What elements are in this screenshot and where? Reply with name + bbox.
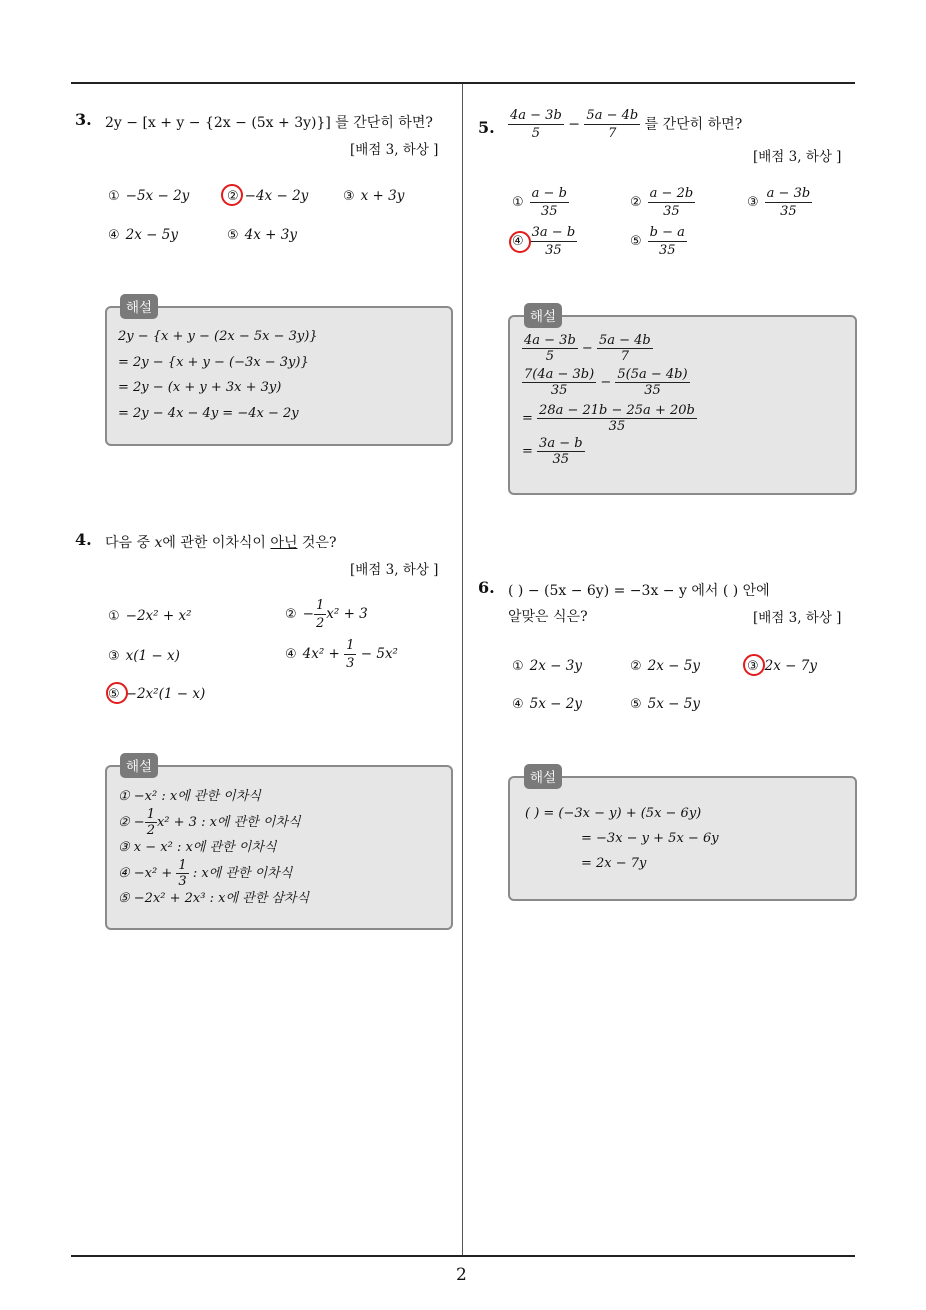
solution-tag: 해설 xyxy=(524,764,562,789)
numerator: 1 xyxy=(346,638,355,653)
text-part: 다음 중 xyxy=(105,535,155,551)
fraction xyxy=(145,808,157,837)
solution-line-4 xyxy=(522,437,585,466)
solution-line-2 xyxy=(118,808,301,837)
score-label: [배점 3, 하상 ] xyxy=(350,142,439,158)
fraction xyxy=(176,859,188,888)
option-number: ③ xyxy=(108,649,120,664)
question-text xyxy=(508,108,742,141)
solution-line-3: = 2x − 7y xyxy=(581,856,647,871)
denominator: 35 xyxy=(608,419,626,434)
question-text: 2y − [x + y − {2x − (5x + 3y)}] 를 간단히 하면? xyxy=(105,115,433,131)
denominator: 35 xyxy=(545,243,562,258)
underlined-word: 아닌 xyxy=(270,535,298,551)
numerator: b − a xyxy=(649,225,685,240)
option-text: 5x − 5y xyxy=(647,696,700,712)
option-1[interactable] xyxy=(512,186,569,219)
score-label: [배점 3, 하상 ] xyxy=(753,610,842,626)
option-number: ④ xyxy=(512,234,524,249)
fraction xyxy=(537,437,585,466)
solution-line-1 xyxy=(522,334,653,363)
minus-sign: − xyxy=(568,116,580,133)
solution-box xyxy=(105,306,453,446)
question-number: 3. xyxy=(75,110,92,129)
text-part: : x에 관한 이차식 xyxy=(192,866,293,881)
fraction xyxy=(537,404,697,433)
option-1[interactable] xyxy=(108,188,189,204)
fraction xyxy=(765,186,813,219)
option-text: 4x + 3y xyxy=(244,227,297,243)
top-rule xyxy=(71,82,855,84)
option-number: ① xyxy=(108,189,120,204)
option-number: ① xyxy=(108,609,120,624)
option-number: ① xyxy=(512,659,524,674)
fraction xyxy=(648,186,696,219)
numerator: 5a − 4b xyxy=(586,108,639,123)
fraction xyxy=(584,108,640,141)
option-text: −4x − 2y xyxy=(244,188,309,204)
option-5[interactable] xyxy=(227,227,297,243)
solution-tag: 해설 xyxy=(120,294,158,319)
denominator: 2 xyxy=(146,823,155,838)
denominator: 7 xyxy=(608,126,617,141)
option-text: 2x − 5y xyxy=(125,227,178,243)
solution-line-2: = 2y − {x + y − (−3x − 3y)} xyxy=(118,355,309,370)
equals-sign: = xyxy=(522,444,533,459)
numerator: 1 xyxy=(315,598,325,613)
option-3[interactable] xyxy=(343,188,404,204)
option-number: ④ xyxy=(512,697,524,712)
text-part: ④ −x² + xyxy=(118,866,173,881)
denominator: 3 xyxy=(346,656,355,671)
option-text: 2x − 3y xyxy=(529,658,582,674)
option-number: ④ xyxy=(285,647,297,662)
denominator: 35 xyxy=(663,204,680,219)
option-text: x(1 − x) xyxy=(125,648,180,664)
solution-line-4: = 2y − 4x − 4y = −4x − 2y xyxy=(118,406,299,421)
option-5[interactable] xyxy=(630,696,700,712)
option-2[interactable] xyxy=(630,186,695,219)
answer-circle-mark xyxy=(221,184,243,206)
solution-line-2 xyxy=(522,368,690,397)
option-number: ② xyxy=(630,659,642,674)
solution-line-5: ⑤ −2x² + 2x³ : x에 관한 삼차식 xyxy=(118,891,310,906)
option-number: ③ xyxy=(343,189,355,204)
question-text-line-1: ( ) − (5x − 6y) = −3x − y 에서 ( ) 안에 xyxy=(508,583,770,599)
answer-circle-mark xyxy=(509,231,531,253)
option-text: 2x − 7y xyxy=(764,658,817,674)
page-number: 2 xyxy=(456,1265,467,1285)
option-1[interactable] xyxy=(512,658,582,674)
numerator: 4a − 3b xyxy=(510,108,562,123)
numerator: a − b xyxy=(531,186,567,201)
option-number: ② xyxy=(630,195,642,210)
denominator: 35 xyxy=(550,383,568,398)
denominator: 5 xyxy=(531,126,541,141)
denominator: 5 xyxy=(545,349,555,364)
numerator: 7(4a − 3b) xyxy=(524,367,595,382)
solution-line-3: = 2y − (x + y + 3x + 3y) xyxy=(118,380,282,395)
numerator: 5(5a − 4b) xyxy=(617,367,688,382)
option-text: − 5x² xyxy=(360,646,398,662)
numerator: 28a − 21b − 25a + 20b xyxy=(539,403,695,418)
minus-sign: − xyxy=(581,341,593,356)
solution-line-3 xyxy=(522,404,697,433)
text-part: 것은? xyxy=(297,535,337,551)
option-text: −2x² + x² xyxy=(125,608,192,624)
option-5[interactable] xyxy=(630,225,687,258)
numerator: 5a − 4b xyxy=(598,333,651,348)
solution-line-3: ③ x − x² : x에 관한 이차식 xyxy=(118,840,277,855)
answer-circle-mark xyxy=(743,654,765,676)
fraction xyxy=(615,368,689,397)
option-3[interactable] xyxy=(747,186,812,219)
option-2[interactable] xyxy=(285,598,368,631)
option-number: ⑤ xyxy=(630,234,642,249)
option-4[interactable] xyxy=(285,638,398,671)
option-text: x + 3y xyxy=(360,188,405,204)
fraction xyxy=(648,225,687,258)
question-text xyxy=(105,532,337,552)
option-number: ⑤ xyxy=(630,697,642,712)
fraction xyxy=(522,368,596,397)
text-part: x² + 3 : x에 관한 이차식 xyxy=(156,815,301,830)
equals-sign: = xyxy=(522,411,533,426)
fraction xyxy=(314,598,326,631)
option-1[interactable] xyxy=(108,608,192,624)
numerator: a − 3b xyxy=(766,186,811,201)
option-number: ③ xyxy=(747,659,759,674)
solution-line-1: ① −x² : x에 관한 이차식 xyxy=(118,789,261,804)
option-4[interactable] xyxy=(108,227,178,243)
denominator: 2 xyxy=(315,616,325,631)
option-number: ④ xyxy=(108,228,120,243)
numerator: 3a − b xyxy=(531,225,576,240)
fraction xyxy=(344,638,356,671)
fraction xyxy=(522,334,578,363)
option-text: 5x − 2y xyxy=(529,696,582,712)
denominator: 35 xyxy=(541,204,558,219)
numerator: a − 2b xyxy=(649,186,694,201)
option-number: ③ xyxy=(747,195,759,210)
minus-sign: − xyxy=(600,375,612,390)
option-2[interactable] xyxy=(630,658,700,674)
option-3[interactable] xyxy=(108,648,180,664)
fraction xyxy=(597,334,653,363)
text-var: x xyxy=(154,535,163,551)
numerator: 1 xyxy=(146,807,155,822)
answer-circle-mark xyxy=(106,682,128,704)
text-part: 를 간단히 하면? xyxy=(644,116,743,133)
option-text: 2x − 5y xyxy=(647,658,700,674)
option-number: ⑤ xyxy=(108,687,120,702)
solution-line-2: = −3x − y + 5x − 6y xyxy=(581,831,719,846)
text-part: ② − xyxy=(118,815,145,830)
solution-tag: 해설 xyxy=(524,303,562,328)
option-sign: − xyxy=(302,606,314,622)
solution-tag: 해설 xyxy=(120,753,158,778)
solution-line-1: ( ) = (−3x − y) + (5x − 6y) xyxy=(525,806,702,821)
score-label: [배점 3, 하상 ] xyxy=(753,149,842,165)
column-divider xyxy=(462,84,463,1256)
bottom-rule xyxy=(71,1255,855,1257)
fraction xyxy=(508,108,564,141)
denominator: 7 xyxy=(620,349,629,364)
denominator: 35 xyxy=(644,383,661,398)
text-part: 에 관한 이차식이 xyxy=(162,535,271,551)
option-text: −2x²(1 − x) xyxy=(125,686,206,702)
option-number: ① xyxy=(512,195,524,210)
option-text: 4x² + xyxy=(302,646,340,662)
numerator: 3a − b xyxy=(539,436,583,451)
denominator: 35 xyxy=(659,243,676,258)
option-4[interactable] xyxy=(512,696,582,712)
numerator: 4a − 3b xyxy=(524,333,576,348)
question-number: 6. xyxy=(478,578,495,597)
question-number: 4. xyxy=(75,530,92,549)
option-text: −5x − 2y xyxy=(125,188,190,204)
question-text-line-2: 알맞은 식은? xyxy=(508,609,588,625)
solution-line-4 xyxy=(118,859,292,888)
question-number: 5. xyxy=(478,118,495,137)
fraction xyxy=(530,225,578,258)
score-label: [배점 3, 하상 ] xyxy=(350,562,439,578)
denominator: 3 xyxy=(178,874,187,889)
numerator: 1 xyxy=(178,858,187,873)
option-number: ② xyxy=(285,607,297,622)
solution-line-1: 2y − {x + y − (2x − 5x − 3y)} xyxy=(118,329,318,344)
denominator: 35 xyxy=(780,204,797,219)
option-number: ② xyxy=(227,189,239,204)
option-number: ⑤ xyxy=(227,228,239,243)
denominator: 35 xyxy=(552,452,570,467)
fraction xyxy=(530,186,569,219)
option-text: x² + 3 xyxy=(326,606,368,622)
